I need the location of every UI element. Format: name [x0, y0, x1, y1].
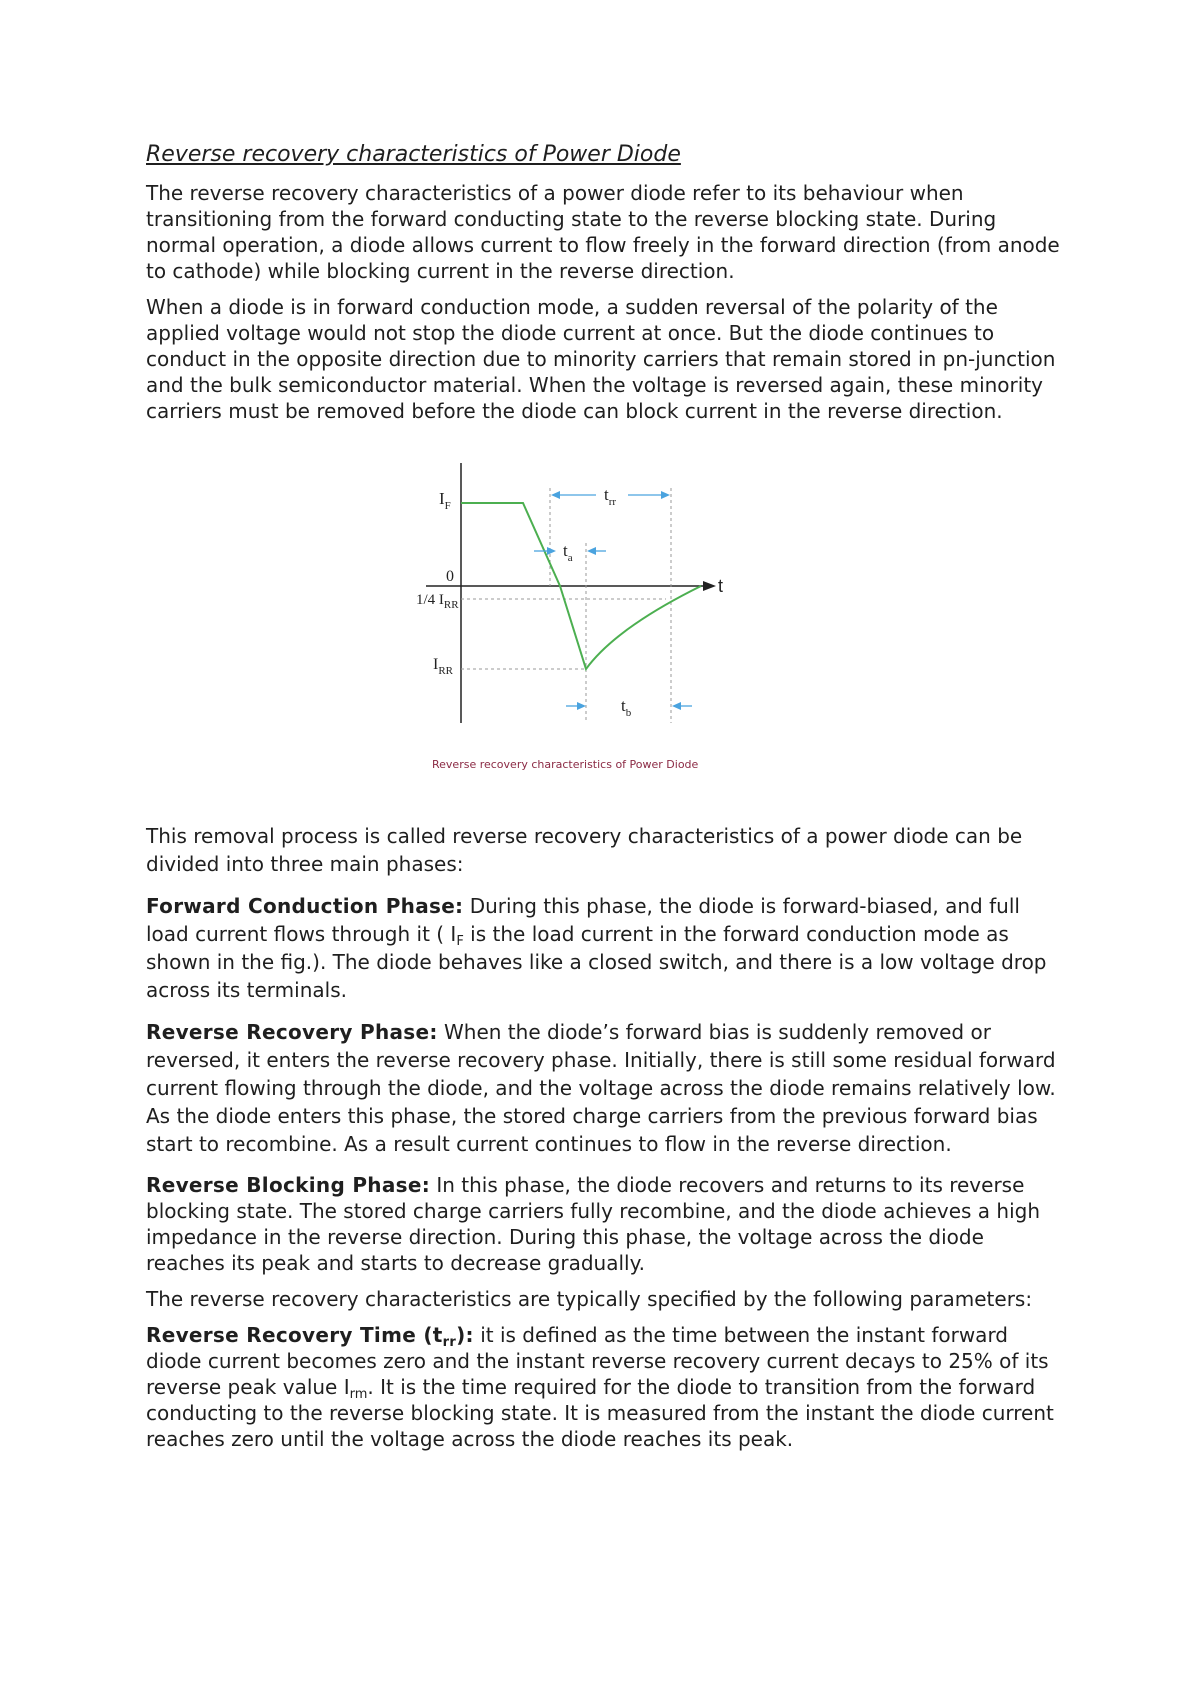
trr-right-arrowhead [661, 491, 670, 499]
trr-definition-sub: rm [349, 1387, 368, 1402]
tb-right-arrowhead [672, 702, 681, 710]
trr-label: $t_{rr}$ [604, 485, 617, 508]
page-title: Reverse recovery characteristics of Power Diode [146, 142, 681, 167]
x-axis-arrowhead [703, 581, 716, 591]
reverse-recovery-diagram [416, 458, 796, 758]
blocking-phase-label: Reverse Blocking Phase: [146, 1173, 430, 1197]
forward-phase-text-a: During this phase, the diode is forward-biased, and full load current flows through it ( I [146, 894, 1020, 946]
figure-caption: Reverse recovery characteristics of Power Diode [432, 758, 699, 771]
forward-phase-label: Forward Conduction Phase: [146, 894, 464, 918]
recovery-phase-paragraph [146, 1018, 1066, 1158]
ta-right-arrowhead [587, 547, 596, 555]
tb-left-arrowhead [577, 702, 586, 710]
blocking-phase-text: In this phase, the diode recovers and returns to its reverse blocking state. The stored charge carriers fully recombine, and the diode achieves a high impedance in the reverse direction. During this phase, the voltage across the diode reaches its peak and starts to decrease gradually. [146, 1173, 1040, 1275]
trr-definition-text-b: . It is the time required for the diode to transition from the forward conducting to the reverse blocking state. It is measured from the instant the diode current reaches zero until the voltage across the diode reaches its peak. [146, 1375, 1054, 1451]
trr-left-arrowhead [551, 491, 560, 499]
reverse-recovery-figure [146, 458, 1066, 818]
if-label: $I_F$ [439, 489, 451, 512]
forward-phase-text-b: is the load current in the forward conduction mode as shown in the fig.). The diode behaves like a closed switch, and there is a low voltage drop across its terminals. [146, 922, 1047, 1002]
tb-label: $t_b$ [621, 696, 632, 719]
trr-definition-paragraph [146, 1322, 1066, 1452]
forward-phase-paragraph [146, 892, 1066, 1004]
ta-label: $t_a$ [563, 541, 573, 564]
document-page [146, 140, 1066, 1462]
trr-definition-text-a: it is defined as the time between the instant forward diode current becomes zero and the instant reverse recovery current decays to 25% of its reverse peak value I [146, 1323, 1049, 1399]
forward-phase-sub: F [456, 934, 464, 949]
forward-conduction-paragraph: When a diode is in forward conduction mode, a sudden reversal of the polarity of the applied voltage would not stop the diode current at once. But the diode continues to conduct in the opposite direction due to minority carriers that remain stored in pn-junction and the bulk semiconductor material. When the voltage is reversed again, these minority carriers must be removed before the diode can block current in the reverse direction. [146, 295, 1056, 423]
zero-label: 0 [446, 568, 454, 585]
phases-intro-paragraph: This removal process is called reverse recovery characteristics of a power diode can be divided into three main phases: [146, 824, 1023, 876]
blocking-phase-paragraph [146, 1172, 1066, 1276]
recovery-phase-text: When the diode’s forward bias is suddenly removed or reversed, it enters the reverse recovery phase. Initially, there is still some residual forward current flowing through the diode, and the voltage across the diode remains relatively low. As the diode enters this phase, the stored charge carriers from the previous forward bias start to recombine. As a result current continues to flow in the reverse direction. [146, 1020, 1056, 1156]
quarter-irr-label: 1/4 $I_{RR}$ [416, 592, 459, 611]
recovery-phase-label: Reverse Recovery Phase: [146, 1020, 438, 1044]
trr-definition-label: Reverse Recovery Time $(t_{rr})$: [146, 1323, 474, 1350]
irr-label: $I_{RR}$ [433, 656, 454, 677]
intro-paragraph: The reverse recovery characteristics of a power diode refer to its behaviour when transitioning from the forward conducting state to the reverse blocking state. During normal operation, a diode allows current to flow freely in the forward direction (from anode to cathode) while blocking current in the reverse direction. [146, 181, 1060, 283]
parameters-intro-paragraph: The reverse recovery characteristics are typically specified by the following parameters: [146, 1287, 1033, 1311]
ta-left-arrowhead [547, 547, 556, 555]
time-axis-label: t [718, 576, 724, 596]
